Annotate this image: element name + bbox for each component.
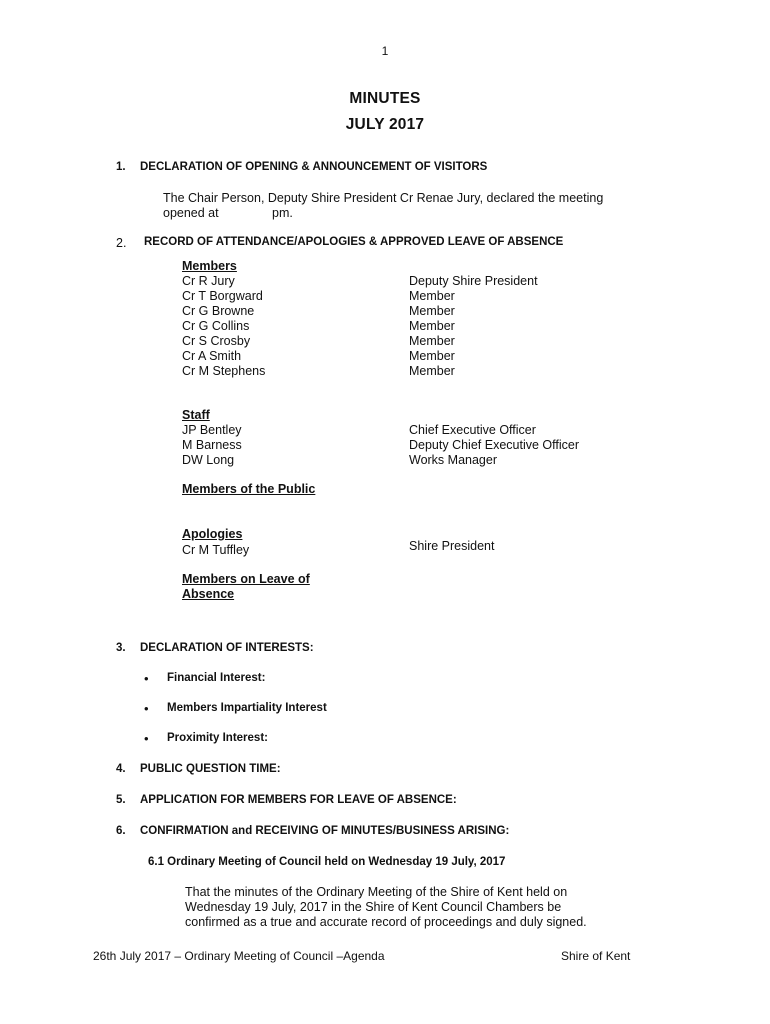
member-name: Cr R Jury (182, 274, 235, 288)
page-number: 1 (381, 44, 389, 58)
member-name: Cr M Stephens (182, 364, 266, 378)
member-role: Member (409, 319, 455, 333)
member-role: Member (409, 304, 455, 318)
item-6-1-text-line2: Wednesday 19 July, 2017 in the Shire of Kent Council Chambers be (185, 900, 562, 914)
member-name: Cr A Smith (182, 349, 242, 363)
staff-name: JP Bentley (182, 423, 242, 437)
section-4-number: 4. (116, 763, 126, 775)
member-name: Cr T Borgward (182, 289, 263, 303)
section-6-number: 6. (116, 825, 126, 837)
staff-name: M Barness (182, 438, 242, 452)
staff-role: Deputy Chief Executive Officer (409, 438, 579, 452)
section-6-heading: CONFIRMATION and RECEIVING OF MINUTES/BUSINESS ARISING: (140, 825, 510, 837)
section-1-text-line2a: opened at (163, 206, 219, 220)
section-2-number: 2. (116, 236, 127, 250)
section-5-number: 5. (116, 794, 126, 806)
document-title: MINUTES (349, 90, 421, 107)
leave-heading-line1: Members on Leave of (182, 572, 310, 586)
leave-heading-line2: Absence (182, 587, 235, 601)
members-heading: Members (182, 259, 237, 273)
bullet-icon: • (144, 671, 149, 686)
item-6-1-text-line3: confirmed as a true and accurate record of proceedings and duly signed. (185, 915, 587, 929)
section-5-heading: APPLICATION FOR MEMBERS FOR LEAVE OF ABSENCE: (140, 794, 457, 806)
section-4-heading: PUBLIC QUESTION TIME: (140, 763, 281, 775)
staff-heading: Staff (182, 408, 210, 422)
member-role: Member (409, 334, 455, 348)
interest-item: Financial Interest: (167, 672, 266, 684)
item-6-1-heading: 6.1 Ordinary Meeting of Council held on Wednesday 19 July, 2017 (148, 856, 506, 868)
public-heading: Members of the Public (182, 482, 316, 496)
footer-right: Shire of Kent (561, 949, 631, 963)
interest-item: Proximity Interest: (167, 732, 268, 744)
item-6-1-text-line1: That the minutes of the Ordinary Meeting of the Shire of Kent held on (185, 885, 568, 899)
member-name: Cr S Crosby (182, 334, 251, 348)
apologies-heading: Apologies (182, 527, 243, 541)
member-name: Cr G Collins (182, 319, 250, 333)
apology-name: Cr M Tuffley (182, 543, 250, 557)
interest-item: Members Impartiality Interest (167, 702, 327, 714)
staff-name: DW Long (182, 453, 235, 467)
section-3-number: 3. (116, 642, 126, 654)
document-subtitle: JULY 2017 (345, 116, 425, 133)
member-name: Cr G Browne (182, 304, 255, 318)
staff-role: Chief Executive Officer (409, 423, 536, 437)
member-role: Member (409, 349, 455, 363)
section-1-text-line1: The Chair Person, Deputy Shire President Cr Renae Jury, declared the meeting (163, 191, 604, 205)
apology-role: Shire President (409, 539, 495, 553)
bullet-icon: • (144, 701, 149, 716)
member-role: Member (409, 364, 455, 378)
member-role: Deputy Shire President (409, 274, 538, 288)
section-2-heading: RECORD OF ATTENDANCE/APOLOGIES & APPROVED LEAVE OF ABSENCE (144, 236, 564, 248)
section-3-heading: DECLARATION OF INTERESTS: (140, 642, 314, 654)
section-1-text-line2b: pm. (272, 206, 293, 220)
section-1-number: 1. (116, 161, 126, 173)
footer-left: 26th July 2017 – Ordinary Meeting of Council –Agenda (93, 949, 385, 963)
member-role: Member (409, 289, 455, 303)
bullet-icon: • (144, 731, 149, 746)
staff-role: Works Manager (409, 453, 497, 467)
section-1-heading: DECLARATION OF OPENING & ANNOUNCEMENT OF VISITORS (140, 161, 488, 173)
